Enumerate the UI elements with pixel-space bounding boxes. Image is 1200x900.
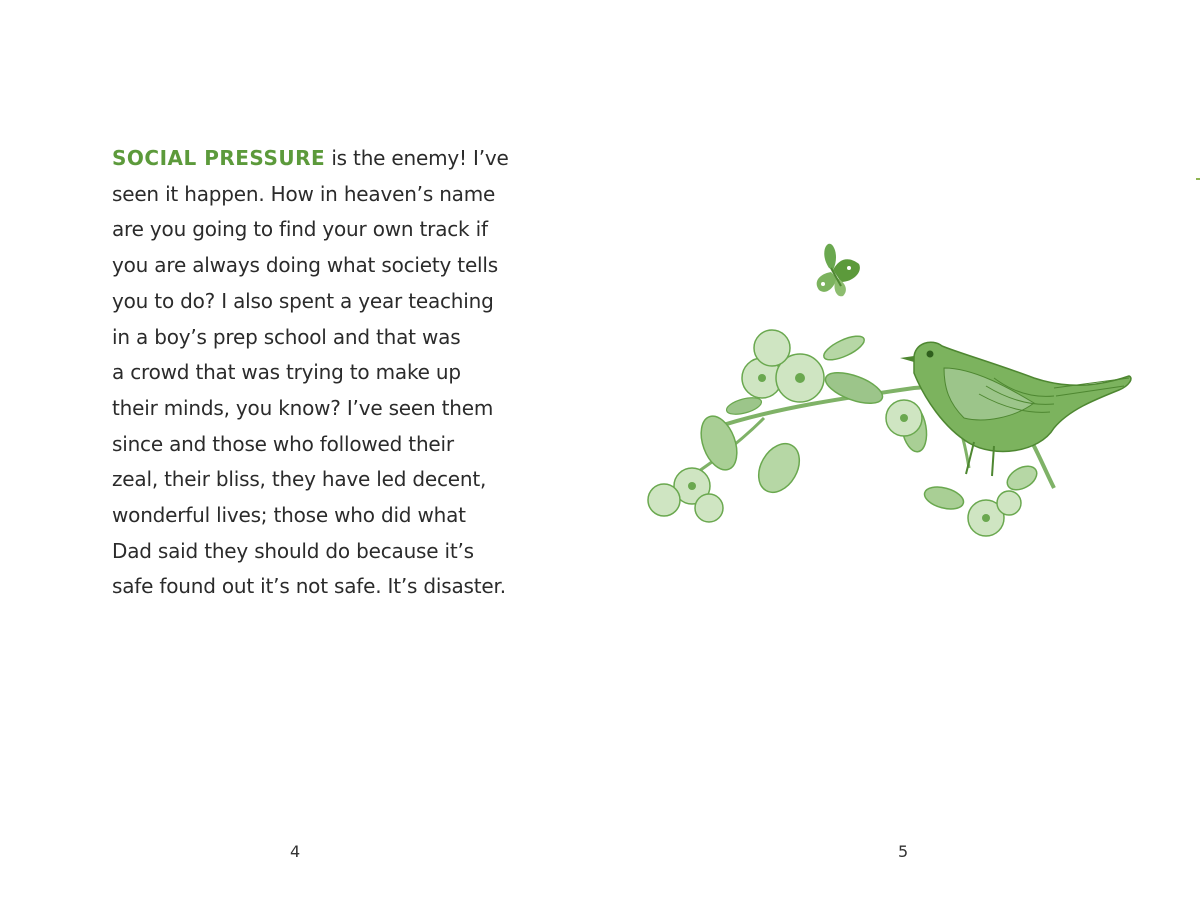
- paragraph-line-7: a crowd that was trying to make up: [112, 360, 461, 385]
- paragraph-line-11: wonderful lives; those who did what: [112, 503, 466, 528]
- bird-icon: [900, 342, 1131, 476]
- page-number-right: 5: [898, 842, 909, 861]
- page-edge-mark: [1196, 178, 1200, 180]
- paragraph-line-1-text: is the enemy! I’ve: [325, 146, 509, 170]
- paragraph-line-1: [112, 141, 512, 177]
- paragraph-line-12: Dad said they should do because it’s: [112, 538, 474, 563]
- lead-in-phrase: SOCIAL PRESSURE: [112, 146, 326, 170]
- paragraph-line-9: since and those who followed their: [112, 431, 454, 456]
- paragraph-line-13: safe found out it’s not safe. It’s disaster.: [112, 574, 506, 599]
- paragraph-line-2: seen it happen. How in heaven’s name: [112, 181, 496, 206]
- paragraph-line-5: you to do? I also spent a year teaching: [112, 288, 494, 313]
- body-paragraph: [112, 141, 512, 605]
- paragraph-line-3: are you going to find your own track if: [112, 217, 488, 242]
- paragraph-line-6: in a boy’s prep school and that was: [112, 324, 461, 349]
- butterfly-icon: [817, 244, 860, 297]
- right-page: [600, 0, 1200, 900]
- bird-on-branch-illustration: [614, 228, 1174, 568]
- paragraph-line-10: zeal, their bliss, they have led decent,: [112, 467, 487, 492]
- paragraph-line-4: you are always doing what society tells: [112, 253, 498, 278]
- page-number-left: 4: [290, 842, 301, 861]
- paragraph-line-8: their minds, you know? I’ve seen them: [112, 395, 494, 420]
